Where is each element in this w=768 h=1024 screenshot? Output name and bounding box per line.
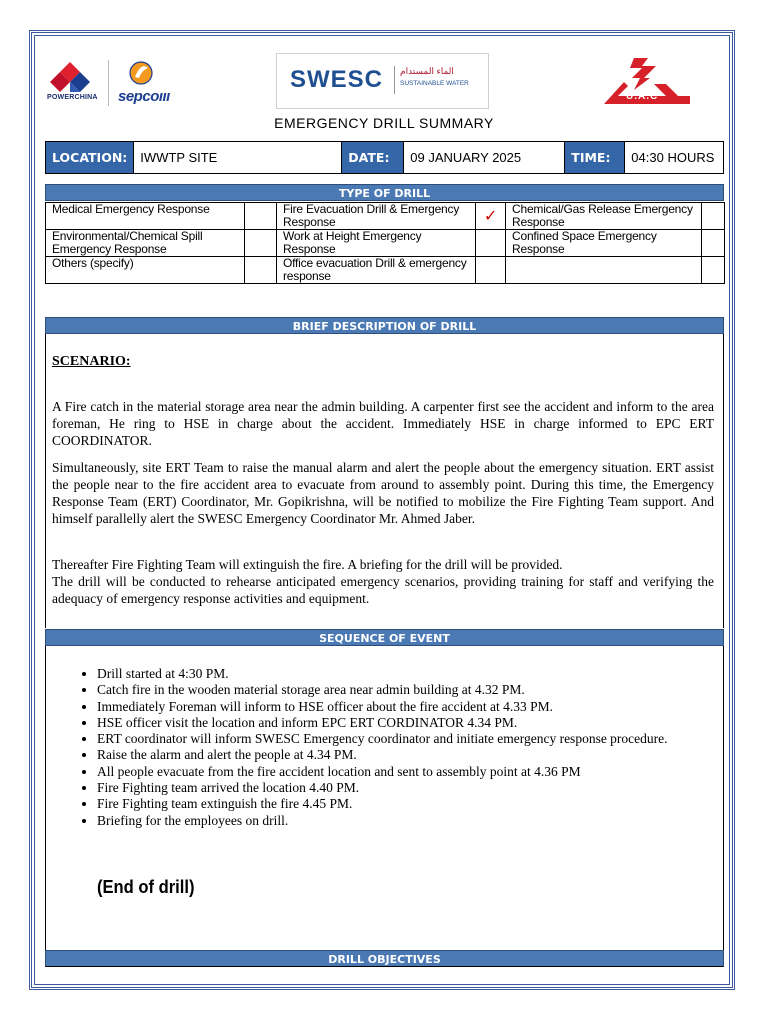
- table-row: [46, 257, 725, 284]
- drill-type-cell: Work at Height Emergency Response: [277, 230, 476, 257]
- description-paragraph: A Fire catch in the material storage area near the admin building. A carpenter first see the accident and inform to the area foreman, He ring to HSE in charge about the accident. Immediately HSE in charge informed to EPC ERT COORDINATOR.: [52, 399, 714, 448]
- list-item: • Drill started at 4:30 PM.: [97, 666, 737, 682]
- description-paragraph: Simultaneously, site ERT Team to raise the manual alarm and alert the people about the emergency situation. ERT assist the people near to the fire accident area to evacuate from around to assembly point. During this time, the Emergency Response Team (ERT) Coordinator, Mr. Gopikrishna, will be notified to mobilize the Fire Fighting Team support. And himself parallelly alert the SWESC Emergency Coordinator Mr. Ahmed Jaber.: [52, 460, 714, 526]
- list-item: • Fire Fighting team arrived the location 4.40 PM.: [97, 780, 737, 796]
- checkmark-icon: ✓: [483, 205, 498, 225]
- list-item: • HSE officer visit the location and inform EPC ERT CORDINATOR 4.34 PM.: [97, 715, 737, 731]
- drill-type-cell: Chemical/Gas Release Emergency Response: [506, 203, 702, 230]
- table-row: [46, 230, 725, 257]
- drill-type-cell: Fire Evacuation Drill & Emergency Response: [277, 203, 476, 230]
- date-value: 09 JANUARY 2025: [404, 142, 565, 174]
- logo-divider: [108, 60, 109, 106]
- drill-type-checkbox[interactable]: [476, 257, 506, 284]
- drill-type-checkbox[interactable]: [245, 203, 277, 230]
- table-row: [46, 203, 725, 230]
- list-item: • Catch fire in the wooden material storage area near admin building at 4.32 PM.: [97, 682, 737, 698]
- drill-objectives-header: DRILL OBJECTIVES: [45, 950, 724, 967]
- type-of-drill-header: TYPE OF DRILL: [45, 184, 724, 201]
- drill-type-cell: Office evacuation Drill & emergency response: [277, 257, 476, 284]
- drill-type-cell: Environmental/Chemical Spill Emergency Response: [46, 230, 245, 257]
- list-item: • Raise the alarm and alert the people at 4.34 PM.: [97, 747, 737, 763]
- powerchina-wordmark: POWERCHINA: [47, 94, 98, 101]
- list-item: • Fire Fighting team extinguish the fire 4.45 PM.: [97, 796, 737, 812]
- drill-type-checkbox[interactable]: [702, 203, 725, 230]
- drill-type-checkbox[interactable]: [245, 257, 277, 284]
- list-item: • Immediately Foreman will inform to HSE officer about the fire accident at 4.33 PM.: [97, 699, 737, 715]
- swesc-tagline: SUSTAINABLE WATER: [400, 80, 469, 87]
- sequence-of-event-header: SEQUENCE OF EVENT: [45, 629, 724, 646]
- sepco-logo-icon: [128, 60, 154, 86]
- drill-type-checkbox[interactable]: [702, 230, 725, 257]
- drill-type-cell: [506, 257, 702, 284]
- drill-type-checkbox[interactable]: [245, 230, 277, 257]
- location-label: LOCATION:: [46, 142, 134, 174]
- location-value: IWWTP SITE: [134, 142, 342, 174]
- list-item: • Briefing for the employees on drill.: [97, 813, 737, 829]
- time-label: TIME:: [565, 142, 625, 174]
- scenario-label: SCENARIO:: [52, 354, 131, 369]
- drill-info-table: [45, 141, 724, 174]
- sequence-list: [52, 666, 737, 829]
- description-paragraph: The drill will be conducted to rehearse anticipated emergency scenarios, providing training for staff and verifying the adequacy of emergency response activities and equipment.: [52, 574, 714, 606]
- drill-type-checkbox[interactable]: [476, 203, 506, 230]
- list-item: • All people evacuate from the fire accident location and sent to assembly point at 4.36 PM: [97, 764, 737, 780]
- list-item: • ERT coordinator will inform SWESC Emergency coordinator and initiate emergency response procedure.: [97, 731, 737, 747]
- type-of-drill-table: [45, 202, 725, 284]
- end-of-drill-label: (End of drill): [97, 877, 195, 897]
- drill-type-cell: Others (specify): [46, 257, 245, 284]
- uac-wordmark: U.A.C: [626, 91, 659, 102]
- time-value: 04:30 HOURS: [625, 142, 724, 174]
- document-title: EMERGENCY DRILL SUMMARY: [274, 115, 494, 131]
- brief-description-header: BRIEF DESCRIPTION OF DRILL: [45, 317, 724, 334]
- date-label: DATE:: [342, 142, 404, 174]
- drill-type-cell: Medical Emergency Response: [46, 203, 245, 230]
- sepco-wordmark: sepcoııı: [118, 88, 170, 105]
- swesc-wordmark: SWESC: [290, 66, 384, 93]
- swesc-divider: [394, 66, 395, 94]
- description-paragraph: Thereafter Fire Fighting Team will extinguish the fire. A briefing for the drill will be provided.: [52, 557, 563, 572]
- drill-type-checkbox[interactable]: [476, 230, 506, 257]
- drill-type-cell: Confined Space Emergency Response: [506, 230, 702, 257]
- swesc-arabic-text: الماء المستدام: [400, 66, 454, 76]
- drill-type-checkbox[interactable]: [702, 257, 725, 284]
